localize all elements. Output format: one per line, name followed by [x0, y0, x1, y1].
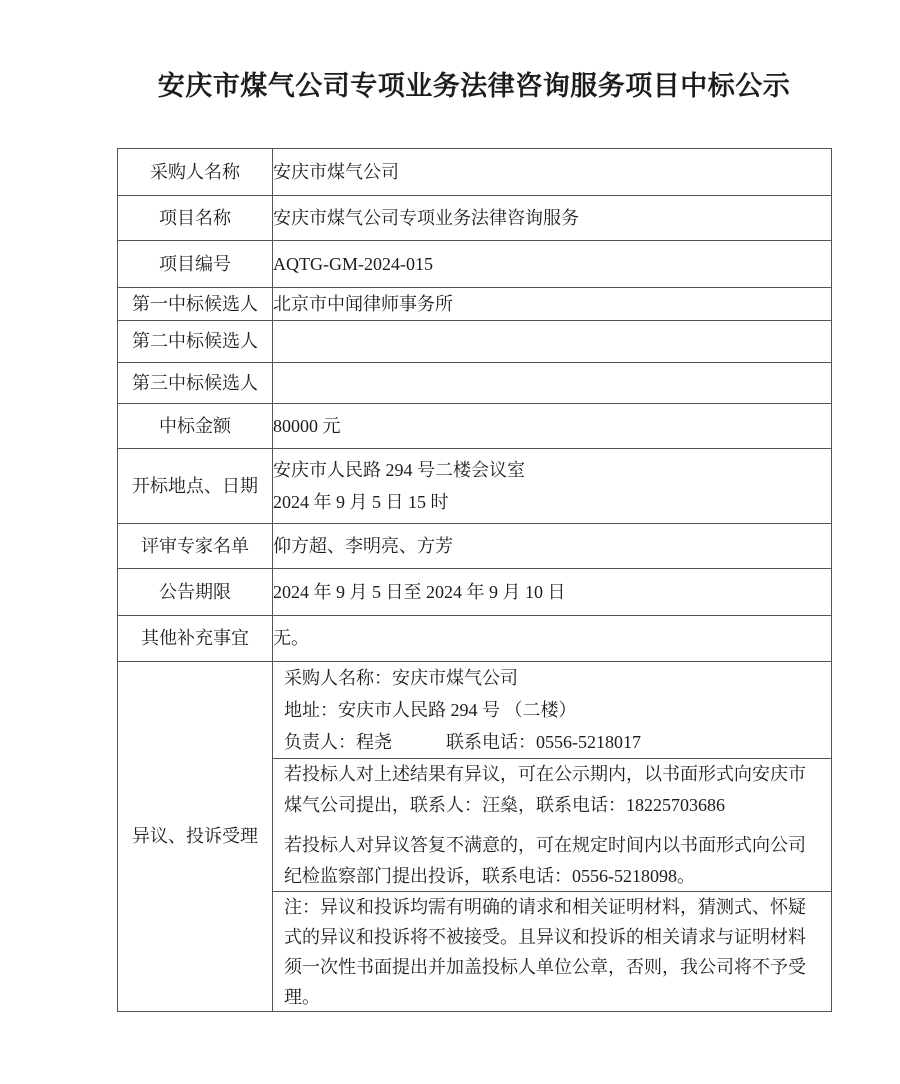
row-value [273, 321, 832, 363]
row-value: AQTG-GM-2024-015 [273, 241, 832, 288]
row-value: 安庆市煤气公司专项业务法律咨询服务 [273, 196, 832, 241]
row-label: 项目编号 [118, 241, 273, 288]
table-row [118, 149, 832, 196]
objection-contact-block [273, 662, 831, 759]
objection-note-block [273, 892, 831, 1011]
row-label: 异议、投诉受理 [118, 662, 273, 1012]
row-label: 第一中标候选人 [118, 288, 273, 321]
row-value: 北京市中闻律师事务所 [273, 288, 832, 321]
row-label: 第三中标候选人 [118, 363, 273, 404]
document [117, 0, 831, 1012]
row-label: 公告期限 [118, 569, 273, 616]
objection-procedure-block [273, 759, 831, 892]
table-row [118, 404, 832, 449]
table-row [118, 241, 832, 288]
objection-paragraph: 若投标人对上述结果有异议，可在公示期内，以书面形式向安庆市煤气公司提出，联系人：汪燊，联系电话：18225703686 [284, 763, 806, 815]
row-label: 开标地点、日期 [118, 449, 273, 524]
row-value [273, 449, 832, 524]
row-value-line: 2024 年 9 月 5 日 15 时 [273, 492, 449, 512]
row-value-line: 安庆市人民路 294 号二楼会议室 [273, 460, 525, 480]
page-title: 安庆市煤气公司专项业务法律咨询服务项目中标公示 [157, 71, 791, 101]
table-row-objection [118, 662, 832, 1012]
table-row [118, 321, 832, 363]
row-value: 安庆市煤气公司 [273, 149, 832, 196]
table-row [118, 616, 832, 662]
announcement-table [117, 148, 832, 1012]
table-row [118, 569, 832, 616]
table-row [118, 449, 832, 524]
table-row [118, 196, 832, 241]
address-line: 地址：安庆市人民路 294 号 （二楼） [284, 700, 577, 720]
complaint-paragraph: 若投标人对异议答复不满意的，可在规定时间内以书面形式向公司纪检监察部门提出投诉，联系电话：0556-5218098。 [284, 834, 806, 886]
table-row [118, 524, 832, 569]
row-label: 项目名称 [118, 196, 273, 241]
note-paragraph: 注：异议和投诉均需有明确的请求和相关证明材料，猜测式、怀疑式的异议和投诉将不被接受。且异议和投诉的相关请求与证明材料须一次性书面提出并加盖投标人单位公章，否则，我公司将不予受理。 [284, 896, 806, 1007]
row-value: 无。 [273, 616, 832, 662]
row-label: 中标金额 [118, 404, 273, 449]
row-label: 采购人名称 [118, 149, 273, 196]
row-label: 第二中标候选人 [118, 321, 273, 363]
row-value [273, 662, 832, 1012]
table-row [118, 363, 832, 404]
row-value: 仰方超、李明亮、方芳 [273, 524, 832, 569]
purchaser-name-line: 采购人名称：安庆市煤气公司 [284, 668, 518, 688]
row-value: 80000 元 [273, 404, 832, 449]
row-value [273, 363, 832, 404]
row-label: 评审专家名单 [118, 524, 273, 569]
table-row [118, 288, 832, 321]
row-label: 其他补充事宜 [118, 616, 273, 662]
principal-line: 负责人：程尧 联系电话：0556-5218017 [284, 732, 641, 752]
row-value: 2024 年 9 月 5 日至 2024 年 9 月 10 日 [273, 569, 832, 616]
